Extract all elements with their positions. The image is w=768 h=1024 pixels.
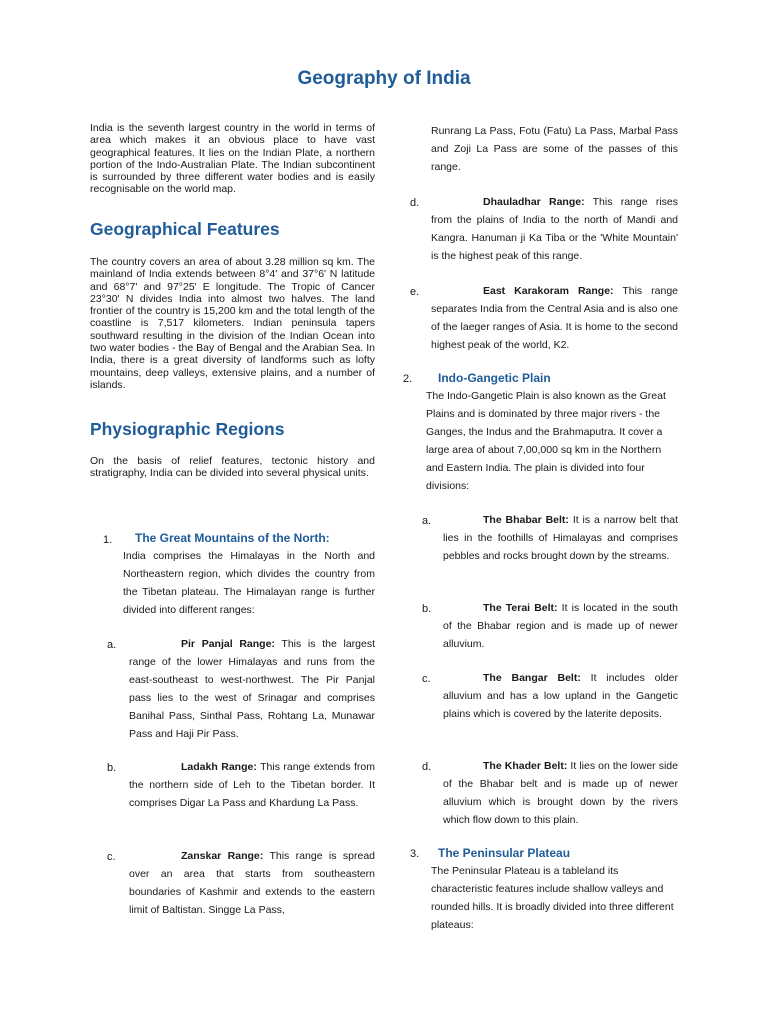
item-letter: d. — [422, 761, 432, 773]
item-letter: d. — [410, 197, 420, 209]
section1-number: 1. — [103, 534, 113, 546]
section3-paragraph: The Peninsular Plateau is a tableland its characteristic features include shallow valleys and rounded hills. It is broadly divided into three different plateaus: — [431, 865, 674, 931]
item-text: This range separates India from the Central Asia and is also one of the laeger ranges of Asia. It is home to the second highest peak of the world, K2. — [431, 285, 678, 351]
item-text: This is the largest range of the lower Himalayas and runs from the east-southeast to west-northwest. The Pir Panjal pass lies to the west of Srinagar and comprises Banihal Pass, Sinthal Pass, Rohtang La, Munawar Pass and Haji Pir Pass. — [129, 638, 375, 740]
item-name: The Khader Belt: — [483, 760, 568, 772]
item-name: Ladakh Range: — [181, 761, 257, 773]
intro-paragraph: India is the seventh largest country in the world in terms of area which makes it an obvious place to have vast geographical features. It lies on the Indian Plate, a northern portion of the Indo-Australian Plate. The Indian subcontinent is surrounded by three different water bodies and is easily recognisable on the world map. — [90, 122, 375, 196]
item-letter: a. — [107, 639, 117, 651]
section2-paragraph: The Indo-Gangetic Plain is also known as the Great Plains and is dominated by three major rivers - the Ganges, the Indus and the Brahmaputra. It cover a large area of about 7,00,000 sq km in the Northern and Eastern India. The plain is divided into four divisions: — [426, 390, 666, 492]
pir-panjal-item — [129, 635, 375, 743]
geo-features-heading: Geographical Features — [90, 219, 280, 239]
item-letter: a. — [422, 515, 432, 527]
ladakh-item — [129, 758, 375, 812]
khader-item — [443, 757, 678, 829]
item-name: The Bangar Belt: — [483, 672, 581, 684]
item-name: The Terai Belt: — [483, 602, 558, 614]
item-text: This range rises from the plains of India to the north of Mandi and Kangra. Hanuman ji Ka Tiba or the 'White Mountain' is the highest peak of this range. — [431, 196, 678, 262]
item-text: It includes older alluvium and has a low upland in the Gangetic plains which is covered by the laterite deposits. — [443, 672, 678, 720]
section2-heading: Indo-Gangetic Plain — [438, 371, 551, 385]
terai-item — [443, 599, 678, 653]
item-letter: c. — [422, 673, 431, 685]
item-text: This range is spread over an area that starts from southeastern boundaries of Kashmir and extends to the eastern limit of Baltistan. Singge La Pass, — [129, 850, 375, 916]
zanskar-item — [129, 847, 375, 919]
zanskar-continuation: Runrang La Pass, Fotu (Fatu) La Pass, Marbal Pass and Zoji La Pass are some of the passes of this range. — [431, 125, 678, 173]
bangar-item — [443, 669, 678, 723]
item-text: It is located in the south of the Bhabar region and is made up of newer alluvium. — [443, 602, 679, 650]
section3-number: 3. — [410, 848, 420, 860]
page-title: Geography of India — [297, 68, 471, 89]
item-text: It lies on the lower side of the Bhabar belt and is made up of newer alluvium which is brought down by the rivers which flow down to this plain. — [443, 760, 678, 826]
geo-features-paragraph: The country covers an area of about 3.28 million sq km. The mainland of India extends between 8°4' and 37°6' N latitude and 68°7' and 97°25' E longitude. The Tropic of Cancer 23°30' N divides India into almost two halves. The land frontier of the country is 15,200 km and the total length of the coastline is 7,517 kilometers. Indian peninsula tapers southward resulting in the division of the Indian Ocean into two water bodies - the Bay of Bengal and the Arabian Sea. In India, there is a great diversity of landforms such as lofty mountains, deep valleys, extensive plains, and a number of islands. — [90, 256, 375, 391]
item-name: Dhauladhar Range: — [483, 196, 585, 208]
item-name: East Karakoram Range: — [483, 285, 614, 297]
item-letter: b. — [422, 603, 432, 615]
section1-heading: The Great Mountains of the North: — [135, 531, 330, 545]
section3-heading: The Peninsular Plateau — [438, 846, 571, 860]
item-letter: c. — [107, 851, 116, 863]
item-name: The Bhabar Belt: — [483, 514, 569, 526]
item-name: Zanskar Range: — [181, 850, 264, 862]
item-letter: b. — [107, 762, 117, 774]
karakoram-item — [431, 282, 678, 354]
item-text: It is a narrow belt that lies in the foothills of Himalayas and comprises pebbles and rocks brought down by the streams. — [443, 514, 678, 562]
physio-paragraph: On the basis of relief features, tectonic history and stratigraphy, India can be divided into several physical units. — [90, 455, 375, 480]
section2-number: 2. — [403, 373, 413, 385]
item-text: This range extends from the northern side of Leh to the Tibetan border. It comprises Digar La Pass and Khardung La Pass. — [129, 761, 375, 809]
item-name: Pir Panjal Range: — [181, 638, 275, 650]
dhauladhar-item — [431, 193, 678, 265]
item-letter: e. — [410, 286, 420, 298]
section1-paragraph: India comprises the Himalayas in the North and Northeastern region, which divides the country from the Tibetan plateau. The Himalayan range is further divided into different ranges: — [123, 550, 375, 616]
physio-heading: Physiographic Regions — [90, 419, 285, 439]
bhabar-item — [443, 511, 678, 565]
